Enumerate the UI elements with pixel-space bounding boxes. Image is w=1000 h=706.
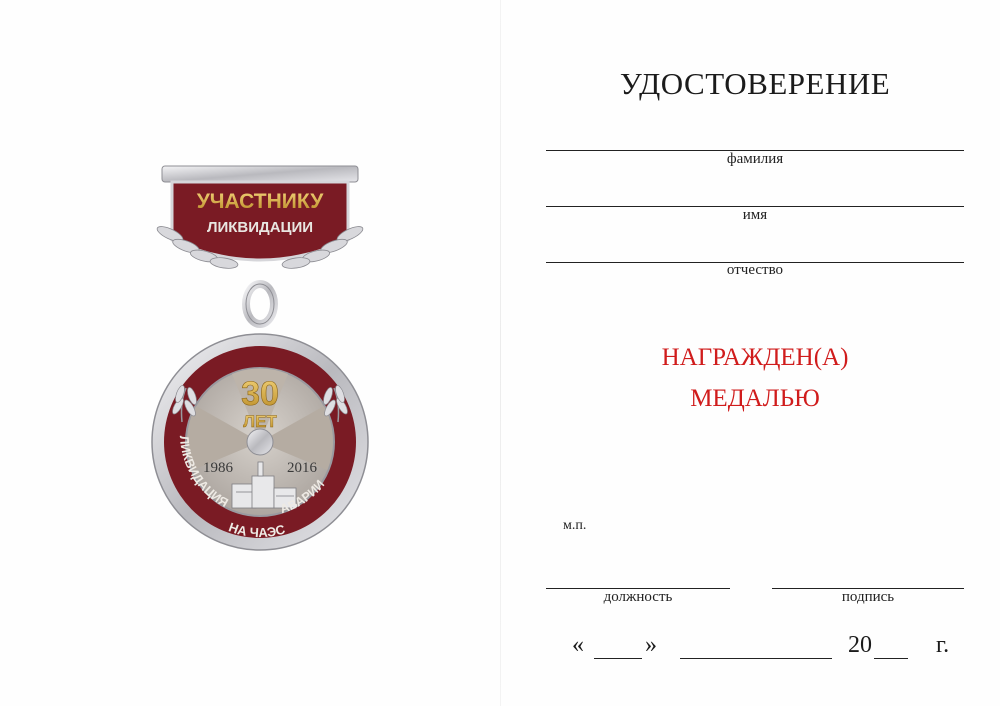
- stamp-place-label: м.п.: [563, 518, 587, 533]
- certificate-title: УДОСТОВЕРЕНИЕ: [619, 66, 891, 101]
- year-blank[interactable]: [874, 658, 908, 659]
- day-blank[interactable]: [594, 658, 642, 659]
- ring-text-left: ЛИКВИДАЦИЯ: [176, 435, 231, 511]
- name-caption: имя: [742, 207, 768, 223]
- position-caption: должность: [603, 589, 673, 605]
- year-end: 2016: [287, 460, 317, 476]
- ring-text-right: АВАРИИ: [278, 477, 328, 517]
- surname-caption: фамилия: [726, 151, 784, 167]
- year-prefix: 20: [848, 632, 872, 658]
- ribbon-text-line2: ЛИКВИДАЦИИ: [206, 219, 314, 236]
- anniversary-number: 30: [241, 375, 279, 413]
- month-blank[interactable]: [680, 658, 832, 659]
- date-open-quote: «: [572, 632, 584, 658]
- ribbon-text-line1: УЧАСТНИКУ: [196, 190, 324, 213]
- date-close-quote: »: [645, 632, 657, 658]
- award-line-2: МЕДАЛЬЮ: [690, 385, 820, 412]
- page-fold: [500, 0, 501, 706]
- ring-text-bottom: НА ЧАЭС: [226, 519, 287, 541]
- signature-caption: подпись: [841, 589, 895, 605]
- award-line-1: НАГРАЖДЕН(А): [661, 344, 849, 371]
- year-suffix: г.: [936, 632, 950, 658]
- anniversary-word: ЛЕТ: [243, 412, 277, 431]
- medal-disc: [152, 334, 368, 550]
- patronymic-caption: отчество: [726, 262, 784, 278]
- year-start: 1986: [203, 460, 233, 476]
- medal-illustration: [140, 162, 380, 572]
